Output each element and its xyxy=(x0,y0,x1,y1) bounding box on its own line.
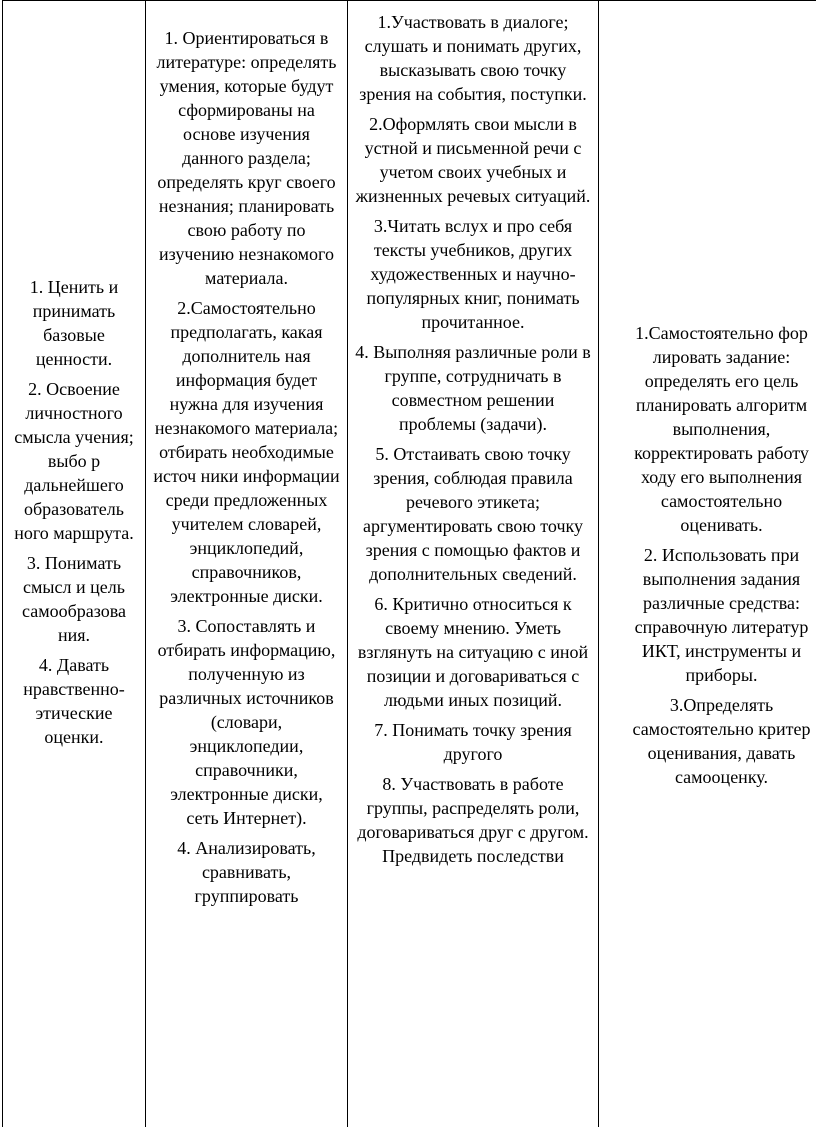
table-column-cognitive xyxy=(145,0,347,1127)
list-item: 4. Выполняя различные роли в группе, сотрудничать в совместном решении проблемы (задачи). xyxy=(355,342,591,434)
text-line: 2. Использовать при xyxy=(643,545,800,565)
list-item: 2.Самостоятельно предполагать, какая дополнитель ная информация будет нужна для изучения незнакомого материала; отбирать необходимые источ ники информации среди предложенных учителем словарей, энциклопедий, справочников, электронные диски. xyxy=(153,298,340,606)
text-line: ходу его выполнения xyxy=(640,467,802,487)
text-line: планировать алгоритм xyxy=(635,395,808,415)
list-item: 1.Участвовать в диалоге; слушать и понимать других, высказывать свою точку зрения на события, поступки. xyxy=(359,12,587,104)
cell-text xyxy=(348,10,598,874)
text-line: оценивать. xyxy=(680,515,763,535)
text-line: справочную литератур xyxy=(634,617,809,637)
list-item xyxy=(605,321,816,537)
list-item xyxy=(605,693,816,789)
text-line: самостоятельно xyxy=(660,491,783,511)
list-item: 4. Давать нравственно-этические оценки. xyxy=(23,655,125,747)
table-column-communicative xyxy=(347,0,598,1127)
list-item: 3.Читать вслух и про себя тексты учебников, других художественных и научно-популярных книг, понимать прочитанное. xyxy=(366,216,580,332)
text-line: 3.Определять xyxy=(669,695,774,715)
cell-text xyxy=(146,26,347,914)
text-line: самостоятельно критер xyxy=(632,719,811,739)
text-line: выполнения, xyxy=(672,419,771,439)
text-line: выполнения задания xyxy=(642,569,801,589)
list-item: 1. Ориентироваться в литературе: определять умения, которые будут сформированы на основе изучения данного раздела; определять круг своего незнания; планировать свою работу по изучению незнакомого материала. xyxy=(156,28,337,288)
list-item: 2. Освоение личностного смысла учения; выбо р дальнейшего образователь ного маршрута. xyxy=(14,379,134,543)
text-line: корректировать работу xyxy=(634,443,809,463)
list-item: 6. Критично относиться к своему мнению. Уметь взглянуть на ситуацию с иной позиции и договариваться с людьми иных позиций. xyxy=(357,594,589,710)
list-item: 7. Понимать точку зрения другого xyxy=(374,720,572,764)
list-item: 1. Ценить и принимать базовые ценности. xyxy=(29,277,119,369)
cell-text xyxy=(605,321,816,795)
table-column-regulative xyxy=(598,0,816,1127)
text-line: лировать задание: xyxy=(652,347,791,367)
text-line: различные средства: xyxy=(643,593,800,613)
list-item xyxy=(605,543,816,687)
table-column-personal xyxy=(2,0,145,1127)
cell-text xyxy=(3,275,145,755)
list-item: 5. Отстаивать свою точку зрения, соблюдая правила речевого этикета; аргументировать свою точку зрения с помощью фактов и дополнительных сведений. xyxy=(362,444,584,584)
text-line: приборы. xyxy=(685,665,758,685)
list-item: 3. Сопоставлять и отбирать информацию, полученную из различных источников (словари, энциклопедии, справочники, электронные диски, сеть Интернет). xyxy=(157,616,336,828)
list-item: 3. Понимать смысл и цель самообразова ния. xyxy=(22,553,126,645)
list-item: 4. Анализировать, сравнивать, группировать xyxy=(177,838,316,906)
text-line: оценивания, давать xyxy=(647,743,796,763)
list-item: 8. Участвовать в работе группы, распределять роли, договариваться друг с другом. Предвидеть последстви xyxy=(357,774,589,866)
text-line: самооценку. xyxy=(674,767,769,787)
text-line: 1.Самостоятельно фор xyxy=(635,323,808,343)
text-line: определять его цель xyxy=(644,371,799,391)
text-line: ИКТ, инструменты и xyxy=(641,641,802,661)
list-item: 2.Оформлять свои мысли в устной и письменной речи с учетом своих учебных и жизненных речевых ситуаций. xyxy=(355,114,591,206)
